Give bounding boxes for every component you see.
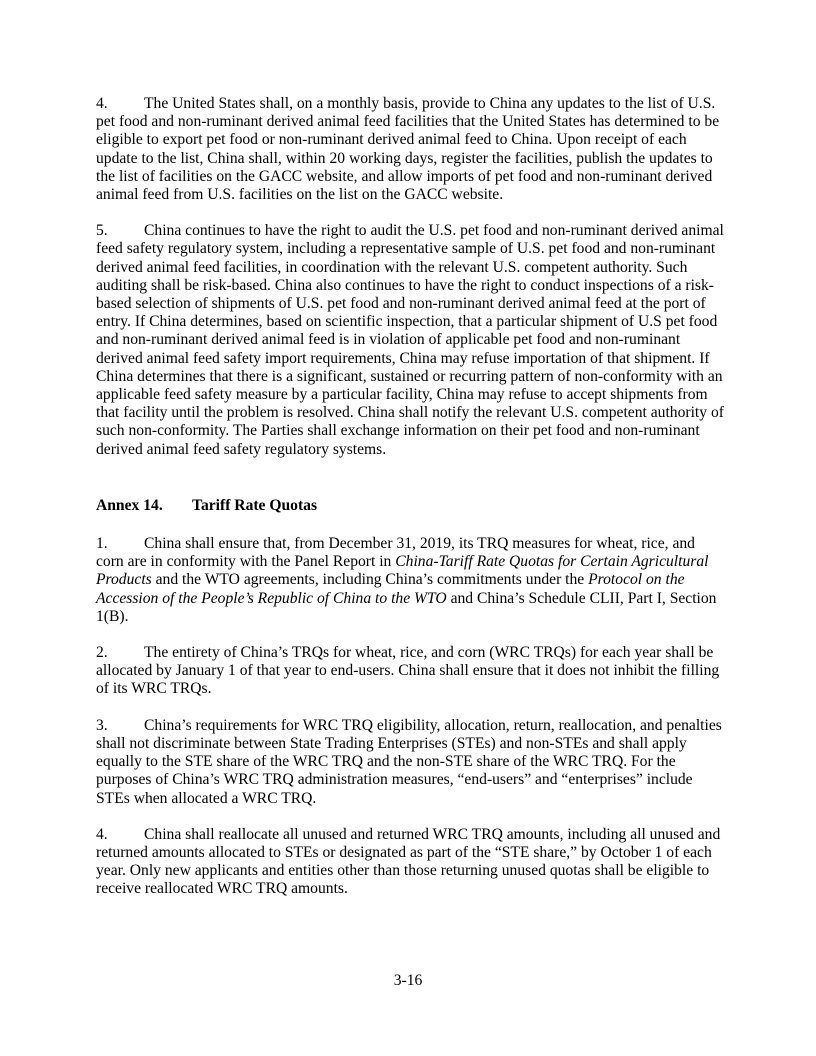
document-page	[96, 95, 724, 917]
annex-title: Tariff Rate Quotas	[192, 496, 318, 514]
paragraph-number: 1.	[96, 535, 108, 553]
paragraph-text: China continues to have the right to audit the U.S. pet food and non-ruminant derived animal feed safety regulatory system, including a representative sample of U.S. pet food and non-ruminant derived animal feed facilities, in coordination with the relevant U.S. competent authority. Such auditing shall be risk-based. China also continues to have the right to conduct inspections of a risk-based selection of shipments of U.S. pet food and non-ruminant derived animal feed at the port of entry. If China determines, based on scientific inspection, that a particular shipment of U.S pet food and non-ruminant derived animal feed is in violation of applicable pet food and non-ruminant derived animal feed safety import requirements, China may refuse importation of that shipment. If China determines that there is a significant, sustained or recurring pattern of non-conformity with an applicable feed safety measure by a particular facility, China may refuse to accept shipments from that facility until the problem is resolved. China shall notify the relevant U.S. competent authority of such non-conformity. The Parties shall exchange information on their pet food and non-ruminant derived animal feed safety regulatory systems.	[96, 222, 724, 458]
page-number: 3-16	[393, 972, 423, 989]
paragraph-text: The United States shall, on a monthly basis, provide to China any updates to the list of U.S. pet food and non-ruminant derived animal feed facilities that the United States has determined to be eligible to export pet food or non-ruminant derived animal feed to China. Upon receipt of each update to the list, China shall, within 20 working days, register the facilities, publish the updates to the list of facilities on the GACC website, and allow imports of pet food and non-ruminant derived animal feed from U.S. facilities on the list on the GACC website.	[96, 95, 720, 204]
paragraph-number: 2.	[96, 644, 108, 662]
annex-paragraph-2	[96, 644, 724, 699]
paragraph-text: China’s requirements for WRC TRQ eligibility, allocation, return, reallocation, and penalties shall not discriminate between State Trading Enterprises (STEs) and non-STEs and shall apply equally to the STE share of the WRC TRQ and the non-STE share of the WRC TRQ. For the purposes of China’s WRC TRQ administration measures, “end-users” and “enterprises” include STEs when allocated a WRC TRQ.	[96, 716, 722, 807]
annex-paragraph-1	[96, 535, 724, 626]
paragraph-number: 3.	[96, 716, 108, 734]
paragraph-text: The entirety of China’s TRQs for wheat, rice, and corn (WRC TRQs) for each year shall be allocated by January 1 of that year to end-users. China shall ensure that it does not inhibit the filling of its WRC TRQs.	[96, 644, 720, 698]
paragraph-text-part: and the WTO agreements, including China’s commitments under the	[151, 571, 589, 589]
paragraph-number: 5.	[96, 222, 108, 240]
paragraph-5	[96, 222, 724, 459]
annex-label: Annex 14.	[96, 496, 163, 514]
annex-paragraph-4	[96, 826, 724, 899]
annex-heading	[96, 497, 724, 515]
paragraph-4	[96, 95, 724, 204]
paragraph-number: 4.	[96, 825, 108, 843]
paragraph-number: 4.	[96, 95, 108, 112]
paragraph-text-part: and China’s Schedule CLII, Part I, Section 1(B).	[96, 589, 717, 625]
paragraph-text-part: China shall ensure that, from December 31, 2019, its TRQ measures for wheat, rice, and corn are in conformity with the Panel Report in	[96, 535, 695, 571]
paragraph-text: China shall reallocate all unused and returned WRC TRQ amounts, including all unused and returned amounts allocated to STEs or designated as part of the “STE share,” by October 1 of each year. Only new applicants and entities other than those returning unused quotas shall be eligible to receive reallocated WRC TRQ amounts.	[96, 825, 721, 898]
protocol-title-italic: Protocol on the Accession of the People’s Republic of China to the WTO	[96, 571, 685, 607]
annex-paragraph-3	[96, 717, 724, 808]
report-title-italic: China-Tariff Rate Quotas for Certain Agricultural Products	[96, 553, 709, 589]
